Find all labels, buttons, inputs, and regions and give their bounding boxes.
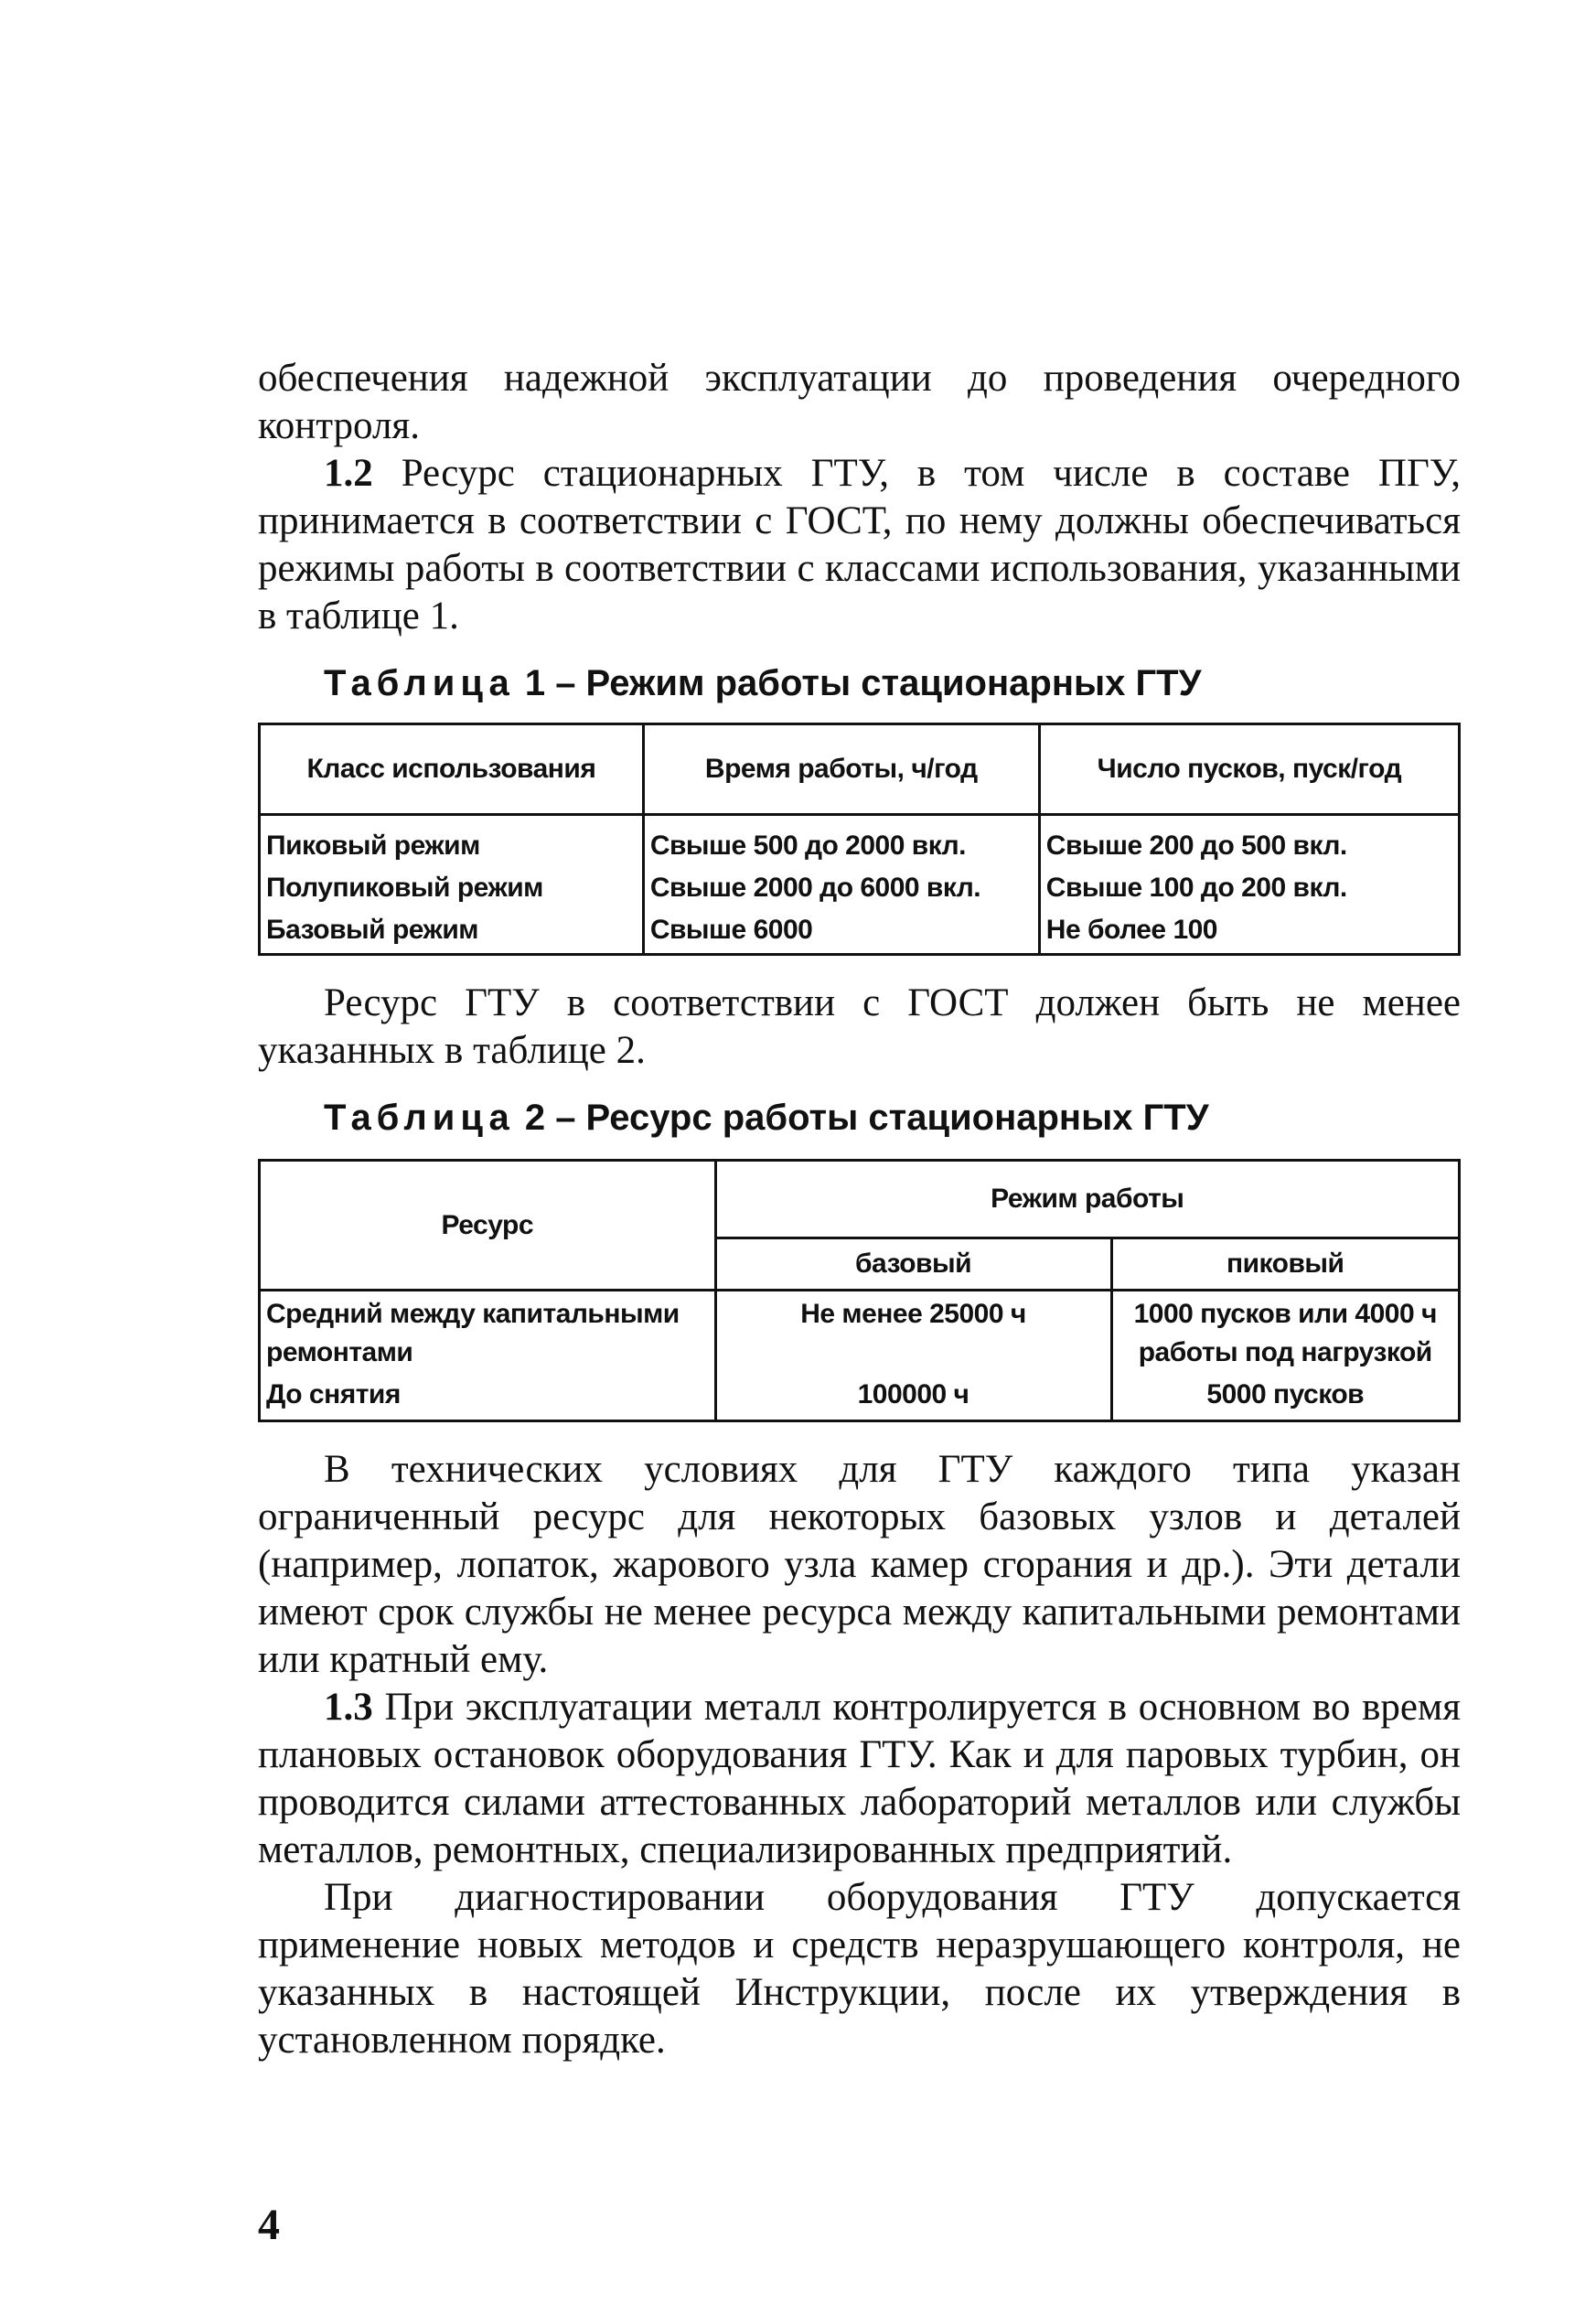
- cell-peak-value: 1000 пусков или 4000 ч работы под нагрузкой: [1111, 1291, 1460, 1375]
- table-header-row: [260, 724, 1460, 815]
- header-base-mode: базовый: [715, 1238, 1111, 1291]
- paragraph-1-2: [258, 450, 1461, 640]
- header-operating-mode: Режим работы: [715, 1161, 1459, 1238]
- table-label: Таблица: [324, 663, 515, 703]
- table-title: 1 – Режим работы стационарных ГТУ: [514, 663, 1202, 703]
- cell-base-value: 100000 ч: [715, 1374, 1111, 1421]
- cell-starts-count: Свыше 200 до 500 вкл.: [1039, 815, 1459, 868]
- table-2-caption: [258, 1095, 1461, 1141]
- cell-operating-time: Свыше 500 до 2000 вкл.: [643, 815, 1039, 868]
- paragraph-text: Ресурс стационарных ГТУ, в том числе в составе ПГУ, принимается в соответствии с ГОСТ, по нему должны обеспечиваться режимы работы в соответствии с классами использования, указанными в таблице 1.: [258, 452, 1461, 638]
- table-label: Таблица: [324, 1098, 515, 1138]
- cell-operating-time: Свыше 6000: [643, 909, 1039, 955]
- table-1: [258, 723, 1461, 956]
- table-2: [258, 1159, 1461, 1422]
- table-1-caption: [258, 660, 1461, 706]
- paragraph-diagnostics: При диагностировании оборудования ГТУ допускается применение новых методов и средств неразрушающего контроля, не указанных в настоящей Инструкции, после их утверждения в установленном порядке.: [258, 1876, 1461, 2062]
- cell-starts-count: Не более 100: [1039, 909, 1459, 955]
- table-row: [260, 815, 1460, 868]
- table-row: [260, 1291, 1460, 1375]
- cell-usage-class: Полупиковый режим: [260, 867, 644, 909]
- header-usage-class: Класс использования: [260, 724, 644, 815]
- cell-operating-time: Свыше 2000 до 6000 вкл.: [643, 867, 1039, 909]
- table-header-row: [260, 1161, 1460, 1238]
- paragraph-limited-resource: В технических условиях для ГТУ каждого типа указан ограниченный ресурс для некоторых базовых узлов и деталей (например, лопаток, жарового узла камер сгорания и др.). Эти детали имеют срок службы не менее ресурса между капитальными ремонтами или кратный ему.: [258, 1448, 1461, 1681]
- cell-peak-value: 5000 пусков: [1111, 1374, 1460, 1421]
- paragraph-1-3: [258, 1684, 1461, 1874]
- header-starts-count: Число пусков, пуск/год: [1039, 724, 1459, 815]
- table-title: 2 – Ресурс работы стационарных ГТУ: [514, 1098, 1209, 1138]
- cell-starts-count: Свыше 100 до 200 вкл.: [1039, 867, 1459, 909]
- table-row: [260, 909, 1460, 955]
- paragraph-text: При эксплуатации металл контролируется в основном во время плановых остановок оборудования ГТУ. Как и для паровых турбин, он проводится силами аттестованных лабораторий металлов или службы металлов, ремонтных, специализированных предприятий.: [258, 1686, 1461, 1871]
- section-number: 1.3: [324, 1686, 373, 1729]
- cell-base-value: Не менее 25000 ч: [715, 1291, 1111, 1375]
- paragraph-continuation: обеспечения надежной эксплуатации до проведения очередного контроля.: [258, 357, 1461, 447]
- header-operating-time: Время работы, ч/год: [643, 724, 1039, 815]
- header-peak-mode: пиковый: [1111, 1238, 1460, 1291]
- cell-usage-class: Пиковый режим: [260, 815, 644, 868]
- cell-usage-class: Базовый режим: [260, 909, 644, 955]
- cell-resource: Средний между капитальными ремонтами: [260, 1291, 716, 1375]
- header-resource: Ресурс: [260, 1161, 716, 1291]
- paragraph-table2-intro: Ресурс ГТУ в соответствии с ГОСТ должен быть не менее указанных в таблице 2.: [258, 981, 1461, 1072]
- cell-resource: До снятия: [260, 1374, 716, 1421]
- table-row: [260, 867, 1460, 909]
- table-row: [260, 1374, 1460, 1421]
- section-number: 1.2: [324, 452, 373, 495]
- page-body: [258, 355, 1461, 2064]
- page-number: 4: [258, 2201, 280, 2249]
